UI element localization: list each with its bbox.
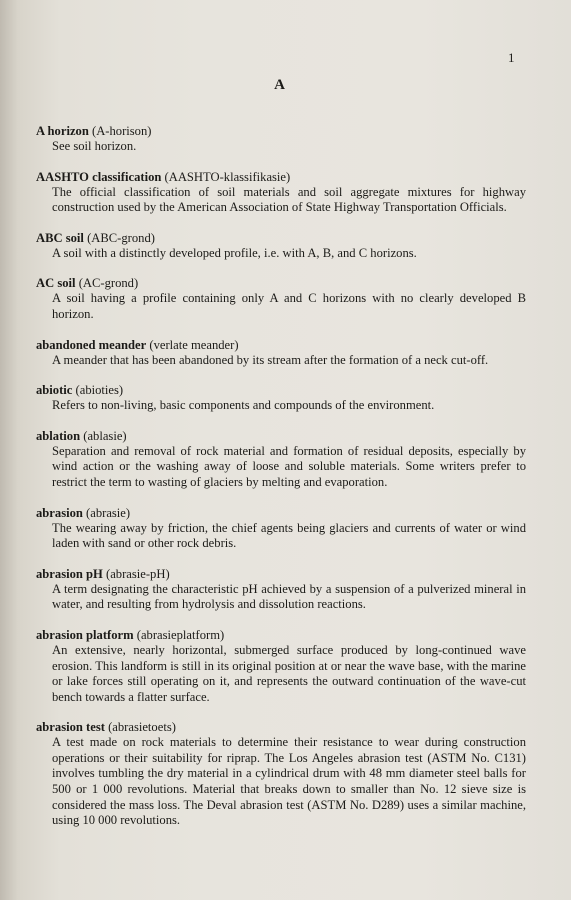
- glossary-entries: [36, 123, 526, 843]
- entry-term: AASHTO classification: [36, 169, 162, 184]
- entry-definition: A meander that has been abandoned by its stream after the formation of a neck cut-off.: [52, 352, 489, 367]
- entry-translation: (verlate meander): [149, 337, 239, 352]
- entry-heading: [36, 337, 526, 353]
- entry-term: abrasion test: [36, 720, 105, 735]
- entry-heading: [36, 275, 526, 291]
- entry-definition: Refers to non-living, basic components and compounds of the environment.: [52, 398, 435, 413]
- entry-term: abrasion platform: [36, 627, 134, 642]
- glossary-entry: [36, 123, 526, 155]
- glossary-entry: [36, 230, 526, 262]
- glossary-entry: [36, 169, 526, 216]
- entry-translation: (abrasieplatform): [136, 627, 225, 642]
- glossary-entry: [36, 275, 526, 322]
- entry-translation: (abrasie): [86, 505, 131, 520]
- entry-definition: A soil having a profile containing only A and C horizons with no clearly developed B horizon.: [52, 291, 526, 321]
- section-letter-heading: A: [274, 77, 286, 93]
- glossary-entry: [36, 566, 526, 613]
- entry-translation: (ABC-grond): [87, 230, 155, 245]
- entry-translation: (A-horison): [92, 124, 152, 138]
- entry-heading: [36, 382, 526, 398]
- entry-term: A horizon: [36, 124, 89, 138]
- entry-heading: [36, 230, 526, 246]
- entry-heading: [36, 566, 526, 582]
- page-number: 1: [508, 50, 515, 65]
- glossary-entry: [36, 382, 526, 414]
- entry-heading: [36, 719, 526, 735]
- entry-definition: A term designating the characteristic pH achieved by a suspension of a pulverized mineral in water, and resulting from hydrolysis and dissolution reactions.: [52, 581, 526, 612]
- entry-definition: Separation and removal of rock material and formation of residual deposits, especially by wind action or the washing away of loose and soluble materials. Some writers prefer to restrict the term to wasting of glaciers by melting and evaporation.: [52, 443, 526, 489]
- entry-term: abrasion: [36, 505, 83, 520]
- entry-translation: (AC-grond): [78, 276, 139, 291]
- entry-heading: [36, 505, 526, 521]
- entry-definition: The wearing away by friction, the chief agents being glaciers and currents of water or wind laden with sand or other rock debris.: [52, 520, 526, 551]
- entry-term: AC soil: [36, 276, 76, 291]
- glossary-entry: [36, 505, 526, 552]
- entry-term: ABC soil: [36, 230, 84, 245]
- entry-translation: (abrasietoets): [108, 720, 176, 735]
- entry-definition: A soil with a distinctly developed profile, i.e. with A, B, and C horizons.: [52, 245, 417, 260]
- entry-heading: [36, 169, 526, 185]
- glossary-entry: [36, 428, 526, 491]
- glossary-entry: [36, 719, 526, 829]
- entry-term: abrasion pH: [36, 566, 103, 581]
- entry-term: abiotic: [36, 383, 73, 398]
- entry-heading: [36, 123, 526, 139]
- entry-translation: (AASHTO-klassifikasie): [164, 169, 291, 184]
- entry-definition: The official classification of soil materials and soil aggregate mixtures for highway construction used by the American Association of State Highway Transportation Officials.: [52, 184, 526, 215]
- entry-definition: See soil horizon.: [52, 139, 137, 153]
- glossary-entry: [36, 337, 526, 369]
- entry-definition: An extensive, nearly horizontal, submerged surface produced by long-continued wave erosion. This landform is still in its original position at or near the wave base, with the marine or lake forces still operating on it, and represents the outward continuation of the wave-cut bench towards a flatter surface.: [52, 642, 526, 704]
- entry-translation: (abioties): [75, 383, 124, 398]
- entry-translation: (ablasie): [83, 428, 127, 443]
- entry-term: ablation: [36, 428, 81, 443]
- entry-heading: [36, 428, 526, 444]
- entry-term: abandoned meander: [36, 337, 147, 352]
- glossary-entry: [36, 627, 526, 705]
- entry-definition: A test made on rock materials to determine their resistance to wear during construction operations or their suitability for riprap. The Los Angeles abrasion test (ASTM No. C131) involves tumbling the dry material in a cylindrical drum with 48 mm diameter steel balls for 500 or 1 000 revolutions. Material that breaks down to smaller than No. 12 sieve size is considered the mass loss. The Deval abrasion test (ASTM No. D289) uses a similar machine, using 10 000 revolutions.: [52, 735, 526, 828]
- entry-translation: (abrasie-pH): [106, 566, 170, 581]
- entry-heading: [36, 627, 526, 643]
